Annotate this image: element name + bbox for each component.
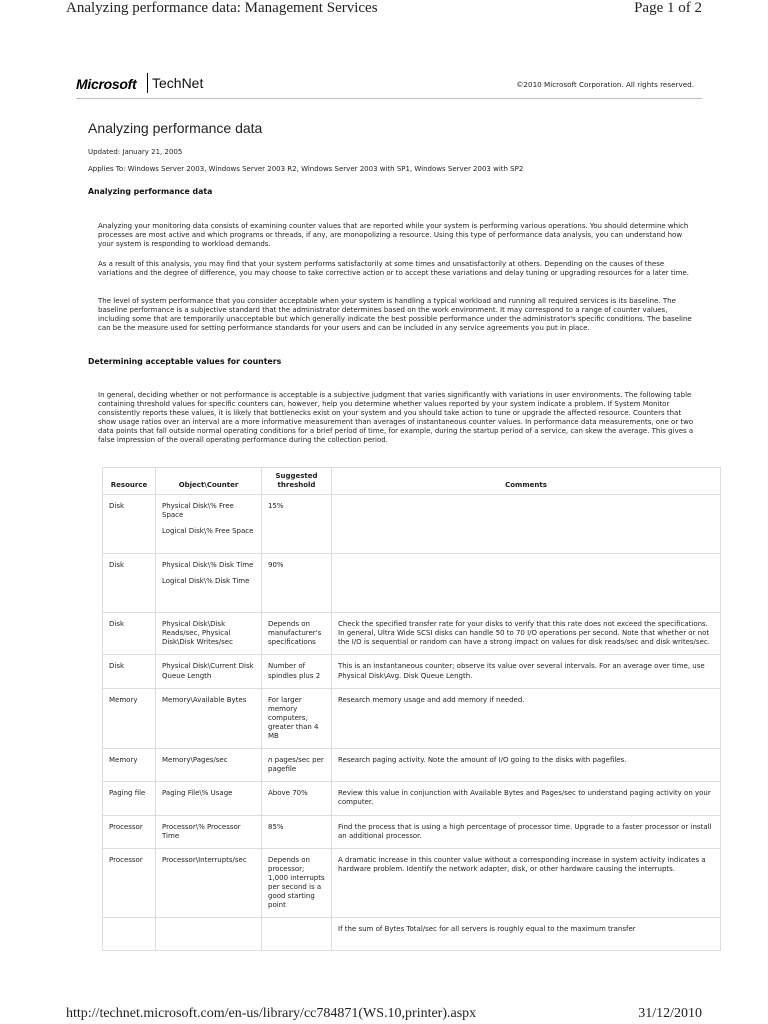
copyright-notice: ©2010 Microsoft Corporation. All rights reserved. [516,80,694,89]
cell-counter: Memory\Available Bytes [156,688,262,748]
cell-comment: Research paging activity. Note the amount of I/O going to the disks with pagefiles. [332,749,721,782]
cell-comment: If the sum of Bytes Total/sec for all servers is roughly equal to the maximum transfer [332,918,721,951]
cell-counter: Processor\Interrupts/sec [156,848,262,918]
cell-counter: Physical Disk\Current Disk Queue Length [156,655,262,688]
table-row [103,848,721,918]
brand-bar [76,70,702,99]
page-title: Analyzing performance data [88,120,263,136]
cell-threshold: Depends on manufacturer's specifications [262,613,332,655]
column-header-resource: Resource [103,468,156,495]
cell-threshold: 15% [262,495,332,554]
cell-threshold: n pages/sec per pagefile [262,749,332,782]
cell-threshold: For larger memory computers, greater than 4 MB [262,688,332,748]
cell-resource: Disk [103,613,156,655]
cell-comment [332,495,721,554]
cell-resource: Processor [103,815,156,848]
print-header [66,0,702,22]
cell-threshold [262,918,332,951]
table-row [103,918,721,951]
cell-resource: Disk [103,495,156,554]
logo-divider [147,73,148,93]
column-header-comments: Comments [332,468,721,495]
cell-resource: Processor [103,848,156,918]
column-header-counter: Object\Counter [156,468,262,495]
print-header-title: Analyzing performance data: Management Services [66,0,378,16]
cell-counter: Physical Disk\% Disk Time Logical Disk\% Disk Time [156,554,262,613]
cell-resource: Memory [103,749,156,782]
cell-comment: Review this value in conjunction with Available Bytes and Pages/sec to understand paging activity on your computer. [332,782,721,815]
cell-comment: Check the specified transfer rate for your disks to verify that this rate does not exceed the specifications. In general, Ultra Wide SCSI disks can handle 50 to 70 I/O operations per second. Note that whether or not the I/O is sequential or random can have a strong impact on values for disk reads/sec and disk writes/sec. [332,613,721,655]
page-url: http://technet.microsoft.com/en-us/library/cc784871(WS.10,printer).aspx [66,1006,477,1021]
cell-comment: Find the process that is using a high percentage of processor time. Upgrade to a faster processor or install an additional processor. [332,815,721,848]
cell-comment: A dramatic increase in this counter value without a corresponding increase in system activity indicates a hardware problem. Identify the network adapter, disk, or other hardware causing the interrupts. [332,848,721,918]
table-row [103,815,721,848]
cell-threshold: 90% [262,554,332,613]
cell-resource: Paging file [103,782,156,815]
microsoft-logo[interactable]: Microsoft [76,76,137,92]
table-row [103,749,721,782]
print-footer [66,1006,702,1024]
table-row [103,688,721,748]
paragraph: As a result of this analysis, you may find that your system performs satisfactorily at some times and unsatisfactorily at others. Depending on the causes of these variations and the degree of difference, you may choose to take corrective action or to accept these variations and delay tuning or upgrading resources for a later time. [98,260,689,278]
cell-comment: Research memory usage and add memory if needed. [332,688,721,748]
table-row [103,655,721,688]
cell-threshold: 85% [262,815,332,848]
table-row [103,613,721,655]
cell-counter: Paging File\% Usage [156,782,262,815]
cell-counter: Processor\% Processor Time [156,815,262,848]
section-heading-determining: Determining acceptable values for counters [88,357,282,366]
applies-to: Applies To: Windows Server 2003, Windows Server 2003 R2, Windows Server 2003 with SP1, Windows Server 2003 with SP2 [88,165,524,173]
counter-threshold-table [102,467,721,951]
cell-threshold: Above 70% [262,782,332,815]
cell-comment: This is an instantaneous counter; observe its value over several intervals. For an average over time, use Physical Disk\Avg. Disk Queue Length. [332,655,721,688]
paragraph: In general, deciding whether or not performance is acceptable is a subjective judgment that varies significantly with variations in user environments. The following table containing threshold values for specific counters can, however, help you determine whether values reported by your system indicate a problem. If System Monitor consistently reports these values, it is likely that bottlenecks exist on your system and you should take action to tune or upgrade the affected resource. Counters that show usage ratios over an interval are a more informative measurement than averages of instantaneous counter values. In performance data measurements, one or two data points that fall outside normal operating conditions for a brief period of time, for example, during the startup period of a service, can skew the average. This gives a false impression of the overall operating performance during the collection period. [98,391,694,445]
table-row [103,495,721,554]
section-heading-analyzing: Analyzing performance data [88,187,213,196]
page-number: Page 1 of 2 [634,0,702,16]
paragraph: The level of system performance that you consider acceptable when your system is handling a typical workload and running all required services is its baseline. The baseline performance is a subjective standard that the administrator determines based on the work environment. It may correspond to a range of counter values, including some that are temporarily unacceptable but which generally indicate the best possible performance under the administrator's specific conditions. The baseline can be the measure used for setting performance standards for your users and can be included in any service agreements you put in place. [98,297,692,333]
cell-counter: Memory\Pages/sec [156,749,262,782]
cell-counter: Physical Disk\Disk Reads/sec, Physical Disk\Disk Writes/sec [156,613,262,655]
table-row [103,554,721,613]
cell-threshold: Depends on processor; 1,000 interrupts per second is a good starting point [262,848,332,918]
updated-date: Updated: January 21, 2005 [88,148,183,156]
cell-resource: Disk [103,655,156,688]
cell-counter [156,918,262,951]
table-header-row [103,468,721,495]
technet-logo[interactable]: TechNet [152,75,204,91]
column-header-threshold: Suggested threshold [262,468,332,495]
cell-resource: Memory [103,688,156,748]
cell-resource [103,918,156,951]
paragraph: Analyzing your monitoring data consists of examining counter values that are reported while your system is performing various operations. You should determine which processes are most active and which programs or threads, if any, are monopolizing a resource. Using this type of performance data analysis, you can understand how your system is responding to workload demands. [98,222,689,249]
cell-resource: Disk [103,554,156,613]
cell-threshold: Number of spindles plus 2 [262,655,332,688]
table-row [103,782,721,815]
cell-counter: Physical Disk\% Free Space Logical Disk\% Free Space [156,495,262,554]
print-date: 31/12/2010 [638,1006,702,1021]
cell-comment [332,554,721,613]
